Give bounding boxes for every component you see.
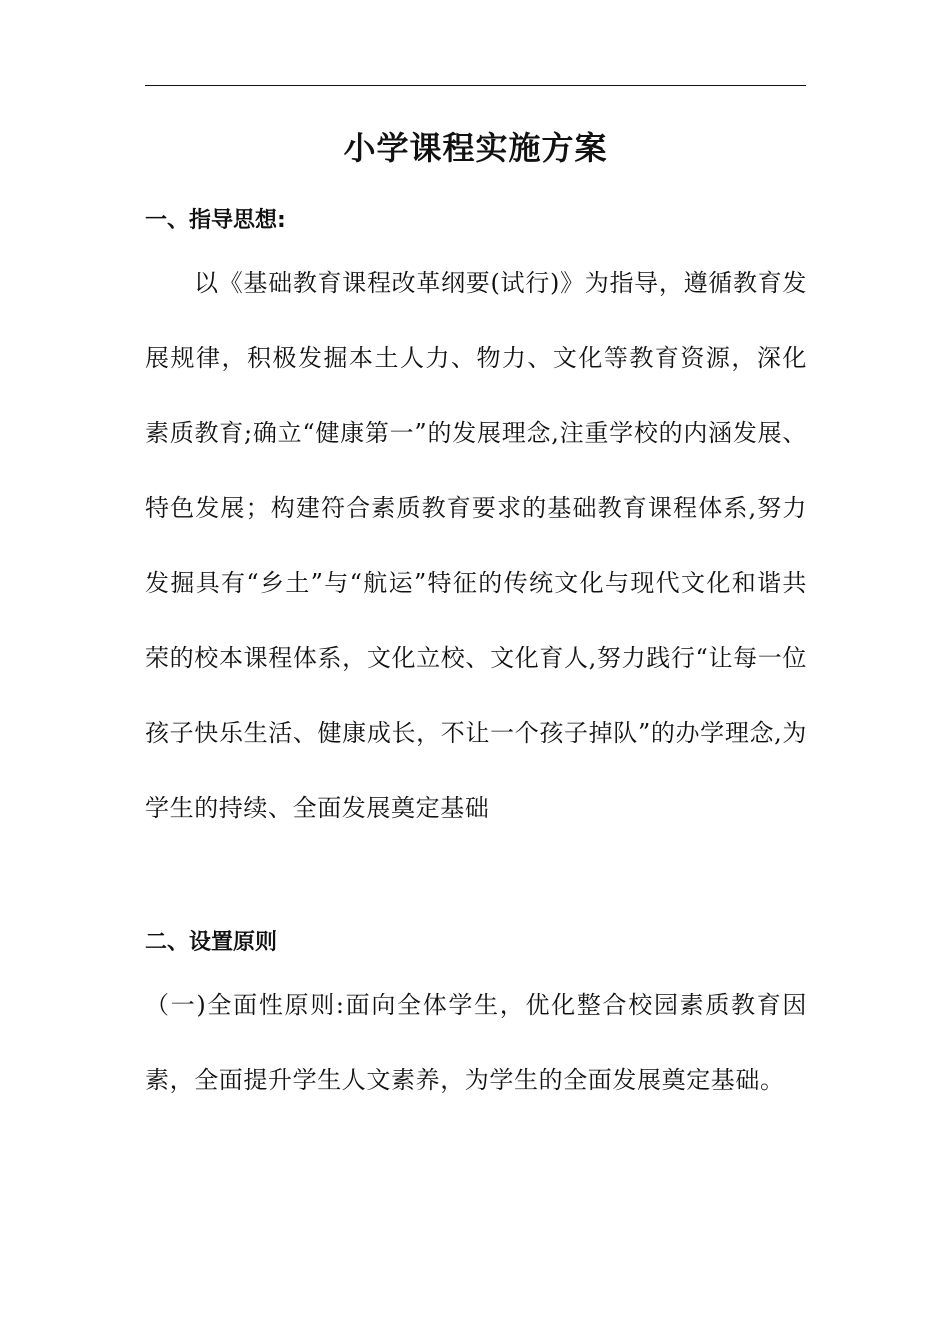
page-title: 小学课程实施方案 <box>343 129 608 167</box>
section-heading-guiding-ideology: 一、指导思想: <box>145 208 286 233</box>
section-heading-setting-principles: 二、设置原则 <box>145 930 278 955</box>
section-paragraph-comprehensiveness-principle: （一)全面性原则:面向全体学生，优化整合校园素质教育因素，全面提升学生人文素养，为学生的全面发展奠定基础。 <box>145 991 807 1094</box>
header-rule <box>145 85 806 86</box>
section-paragraph-guiding-ideology: 以《基础教育课程改革纲要(试行)》为指导，遵循教育发展规律，积极发掘本土人力、物力、文化等教育资源，深化素质教育;确立“健康第一”的发展理念,注重学校的内涵发展、特色发展；构建符合素质教育要求的基础教育课程体系,努力发掘具有“乡土”与“航运”特征的传统文化与现代文化和谐共荣的校本课程体系，文化立校、文化育人,努力践行“让每一位孩子快乐生活、健康成长，不让一个孩子掉队”的办学理念,为学生的持续、全面发展奠定基础 <box>145 269 807 822</box>
